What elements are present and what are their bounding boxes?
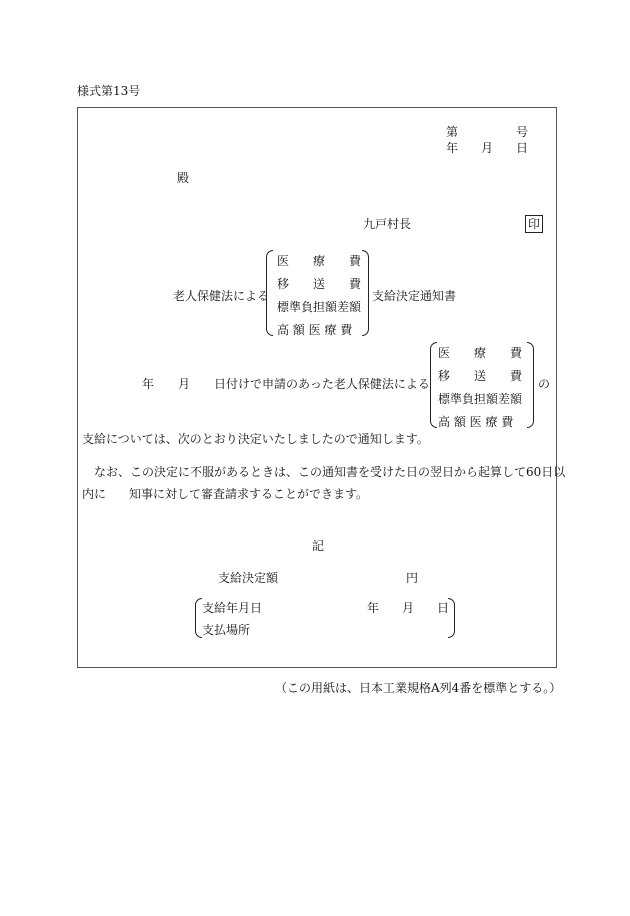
record-heading: 記 — [312, 539, 325, 553]
title-item-4: 高 額 医 療 費 — [277, 323, 353, 337]
date-year: 年 — [446, 141, 459, 155]
body-right-bracket — [527, 342, 534, 428]
body-line1-text: 日付けで申請のあった老人保健法による — [214, 377, 430, 391]
body-item-4: 高 額 医 療 費 — [438, 415, 514, 429]
body-item-1: 医 療 費 — [438, 346, 523, 360]
body-items — [438, 342, 530, 434]
date-day: 日 — [516, 141, 529, 155]
body-para2-line1: なお、この決定に不服があるときは、この通知書を受けた日の翌日から起算して60日以 — [94, 465, 566, 479]
pay-date-day: 日 — [437, 601, 450, 615]
pay-date-month: 月 — [402, 601, 415, 615]
pay-date-year: 年 — [367, 601, 380, 615]
body-no: の — [538, 377, 551, 391]
body-left-bracket — [430, 342, 437, 428]
title-right-bracket — [362, 250, 369, 336]
pay-place-label: 支払場所 — [202, 623, 251, 637]
amount-unit: 円 — [406, 571, 419, 585]
title-left-bracket — [266, 250, 273, 336]
number-label-go: 号 — [516, 125, 529, 139]
body-month: 月 — [178, 377, 191, 391]
title-item-1: 医 療 費 — [277, 254, 362, 268]
addressee-suffix: 殿 — [177, 171, 190, 185]
amount-label: 支給決定額 — [218, 571, 279, 585]
body-year: 年 — [142, 377, 155, 391]
pay-date-label: 支給年月日 — [202, 601, 263, 615]
record-left-bracket — [195, 598, 202, 638]
title-suffix: 支給決定通知書 — [372, 289, 457, 303]
footer-note: （この用紙は、日本工業規格A列4番を標準とする。） — [275, 681, 562, 695]
seal-mark: 印 — [525, 215, 543, 233]
number-label-dai: 第 — [446, 125, 459, 139]
body-para2-line2-b: 知事に対して審査請求することができます。 — [129, 487, 369, 501]
form-number: 様式第13号 — [77, 84, 141, 98]
body-item-2: 移 送 費 — [438, 369, 523, 383]
title-item-3: 標準負担額差額 — [277, 300, 362, 314]
title-item-2: 移 送 費 — [277, 277, 362, 291]
body-para2-line2-a: 内に — [82, 487, 107, 501]
record-right-bracket — [448, 598, 455, 638]
body-item-3: 標準負担額差額 — [438, 392, 523, 406]
issuer-title: 九戸村長 — [363, 217, 412, 231]
title-prefix: 老人保健法による — [173, 289, 270, 303]
body-line2: 支給については、次のとおり決定いたしましたので通知します。 — [82, 432, 429, 446]
title-items — [277, 250, 361, 342]
date-month: 月 — [481, 141, 494, 155]
